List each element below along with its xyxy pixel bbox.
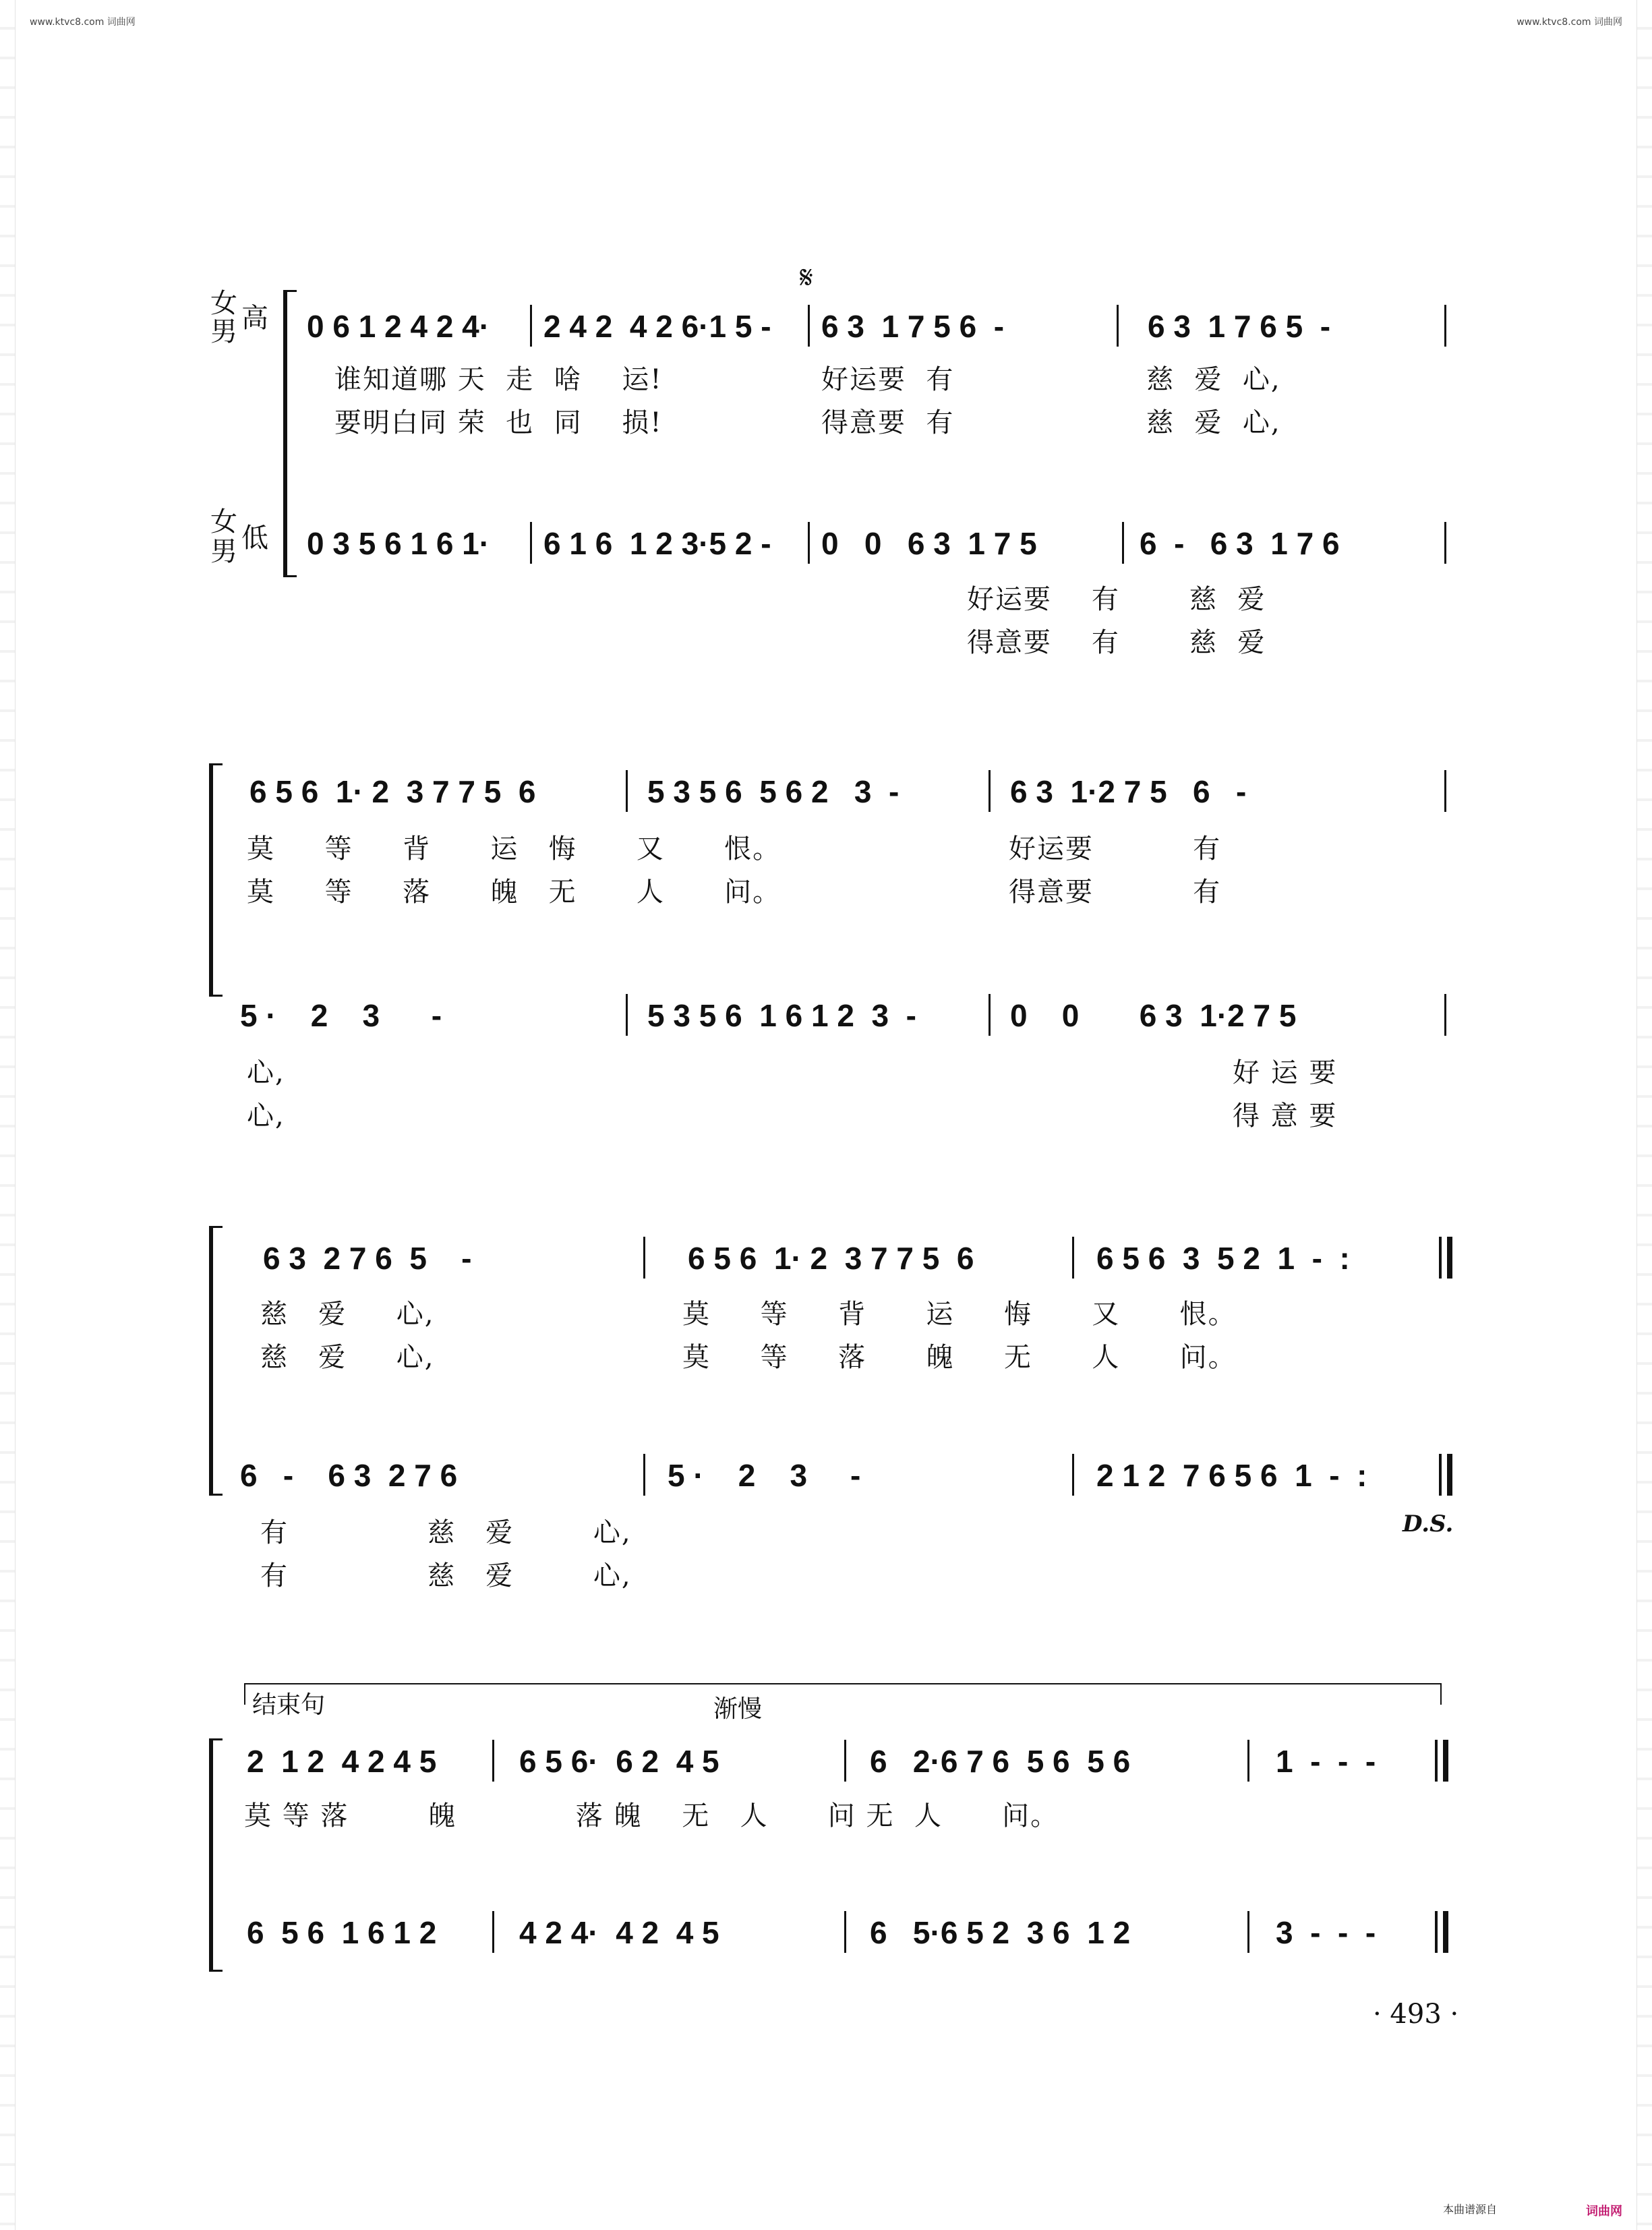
lyrics-lower-verse1-b: 好 运 要	[1233, 1057, 1338, 1088]
repeat-barline	[1439, 1454, 1442, 1496]
notes-upper-m1: 2 1 2 4 2 4 5	[247, 1744, 437, 1779]
dal-segno-mark: D.S.	[1403, 1510, 1454, 1537]
notes-lower-m1: 0 3 5 6 1 6 1·	[307, 526, 498, 561]
repeat-barline-thick	[1447, 1237, 1452, 1279]
barline	[989, 994, 991, 1036]
lyrics-lower-verse2: 得意要 有 慈 爱	[967, 627, 1266, 658]
notes-upper-m2: 6 5 6 1· 2 3 7 7 5 6	[688, 1241, 974, 1276]
notes-lower-m3: 0 0 6 3 1 7 5	[821, 526, 1037, 561]
final-barline	[1435, 1740, 1438, 1782]
lyrics-verse2-c: 慈 爱 心,	[1146, 407, 1281, 438]
lyrics-verse2-b: 得意要 有	[821, 407, 955, 438]
voice-label-low: 低	[241, 523, 268, 554]
barline	[626, 770, 628, 812]
barline	[530, 522, 532, 564]
final-barline-thick	[1443, 1740, 1448, 1782]
repeat-barline	[1439, 1237, 1442, 1279]
lyrics-verse1-a: 慈 爱 心,	[260, 1299, 435, 1330]
page-number: · 493 ·	[1373, 1999, 1459, 2030]
segno-sign: 𝄋	[800, 259, 813, 295]
barline	[1247, 1911, 1249, 1953]
notes-lower-m1: 5 · 2 3 -	[240, 998, 442, 1033]
voice-label-male-low: 男	[210, 536, 237, 567]
lyrics-verse1-b: 好运要 有	[821, 364, 955, 395]
notes-upper-m1: 6 3 2 7 6 5 -	[263, 1241, 472, 1276]
system-bracket	[209, 763, 223, 997]
notes-lower-m3: 0 0 6 3 1·2 7 5	[1010, 998, 1297, 1033]
voice-label-female: 女	[210, 288, 237, 319]
barline	[530, 305, 532, 347]
lyrics-verse1-a: 莫 等 背 运 悔 又 恨。	[247, 833, 781, 864]
notes-lower-m4: 6 - 6 3 1 7 6	[1140, 526, 1340, 561]
lyrics-verse2-b: 莫 等 落 魄 无 人 问。	[682, 1342, 1237, 1373]
notes-lower-m2: 5 3 5 6 1 6 1 2 3 -	[647, 998, 916, 1033]
notes-upper-m3: 6 3 1·2 7 5 6 -	[1010, 774, 1247, 809]
barline	[1122, 522, 1124, 564]
notes-upper-m3: 6 5 6 3 5 2 1 - :	[1096, 1241, 1350, 1276]
notes-upper-m1: 0 6 1 2 4 2 4·	[307, 309, 498, 344]
lyrics-verse2-a: 慈 爱 心,	[260, 1342, 435, 1373]
header-watermark-left: www.ktvc8.com 词曲网	[30, 17, 136, 28]
lyrics-verse1-c: 慈 爱 心,	[1146, 364, 1281, 395]
footer-site-link[interactable]: 词曲网	[1586, 2204, 1622, 2219]
notes-upper-m2: 5 3 5 6 5 6 2 3 -	[647, 774, 899, 809]
voice-label-male: 男	[210, 316, 237, 347]
notes-upper-m3: 6 2·6 7 6 5 6 5 6	[870, 1744, 1131, 1779]
header-watermark-right: www.ktvc8.com 词曲网	[1516, 17, 1622, 28]
barline	[643, 1454, 645, 1496]
system-bracket	[209, 1226, 223, 1496]
lyrics-verse1-b: 好运要 有	[1009, 833, 1222, 864]
ritardando-mark: 渐慢	[713, 1695, 763, 1723]
barline	[808, 305, 810, 347]
barline	[1444, 994, 1446, 1036]
lyrics-verse2-b: 得意要 有	[1009, 877, 1222, 908]
notes-upper-m4: 6 3 1 7 6 5 -	[1148, 309, 1331, 344]
voice-label-female-low: 女	[210, 506, 237, 537]
notes-lower-m1: 6 5 6 1 6 1 2	[247, 1915, 437, 1950]
lyrics-lower-verse2-a: 心,	[247, 1101, 285, 1132]
notes-lower-m2: 4 2 4· 4 2 4 5	[519, 1915, 719, 1950]
final-barline-thick	[1443, 1911, 1448, 1953]
barline	[989, 770, 991, 812]
notes-upper-m3: 6 3 1 7 5 6 -	[821, 309, 1005, 344]
barline	[1247, 1740, 1249, 1782]
barline	[643, 1237, 645, 1279]
barline	[844, 1740, 846, 1782]
coda-label: 结束句	[252, 1691, 326, 1719]
final-barline	[1435, 1911, 1438, 1953]
barline	[1444, 305, 1446, 347]
lyrics-lower-verse1-a: 心,	[247, 1057, 285, 1088]
notes-lower-m3: 6 5·6 5 2 3 6 1 2	[870, 1915, 1131, 1950]
ending-bracket	[244, 1683, 1442, 1705]
notes-upper-m4: 1 - - -	[1276, 1744, 1376, 1779]
barline	[1117, 305, 1119, 347]
notes-lower-m4: 3 - - -	[1276, 1915, 1376, 1950]
notes-upper-m2: 2 4 2 4 2 6·1 5 -	[543, 309, 771, 344]
lyrics-lower-verse2-b: 得 意 要	[1233, 1101, 1338, 1132]
notes-upper-m2: 6 5 6· 6 2 4 5	[519, 1744, 719, 1779]
lyrics-coda: 莫 等 落 魄 落 魄 无 人 问 无 人 问。	[244, 1800, 1059, 1831]
lyrics-verse2-a: 莫 等 落 魄 无 人 问。	[247, 877, 781, 908]
system-bracket	[209, 1738, 223, 1972]
page-border-right	[1636, 0, 1652, 2230]
notes-upper-m1: 6 5 6 1· 2 3 7 7 5 6	[249, 774, 536, 809]
repeat-barline-thick	[1447, 1454, 1452, 1496]
barline	[844, 1911, 846, 1953]
notes-lower-m1: 6 - 6 3 2 7 6	[240, 1458, 458, 1493]
barline	[626, 994, 628, 1036]
lyrics-lower-verse1: 有 慈 爱 心,	[260, 1517, 632, 1548]
notes-lower-m2: 6 1 6 1 2 3·5 2 -	[543, 526, 771, 561]
barline	[492, 1740, 494, 1782]
lyrics-verse1-a: 谁知道哪 天 走 啥 运!	[334, 364, 663, 395]
lyrics-lower-verse2: 有 慈 爱 心,	[260, 1560, 632, 1591]
barline	[808, 522, 810, 564]
barline	[1072, 1454, 1074, 1496]
barline	[1444, 522, 1446, 564]
system-bracket	[283, 290, 297, 577]
barline	[1444, 770, 1446, 812]
barline	[1072, 1237, 1074, 1279]
lyrics-verse1-b: 莫 等 背 运 悔 又 恨。	[682, 1299, 1237, 1330]
voice-label-high: 高	[241, 303, 268, 334]
lyrics-lower-verse1: 好运要 有 慈 爱	[967, 584, 1266, 615]
notes-lower-m2: 5 · 2 3 -	[668, 1458, 861, 1493]
notes-lower-m3: 2 1 2 7 6 5 6 1 - :	[1096, 1458, 1367, 1493]
barline	[492, 1911, 494, 1953]
lyrics-verse2-a: 要明白同 荣 也 同 损!	[334, 407, 663, 438]
page-border-left	[0, 0, 16, 2230]
footer-source: 本曲谱源自	[1442, 2203, 1497, 2216]
